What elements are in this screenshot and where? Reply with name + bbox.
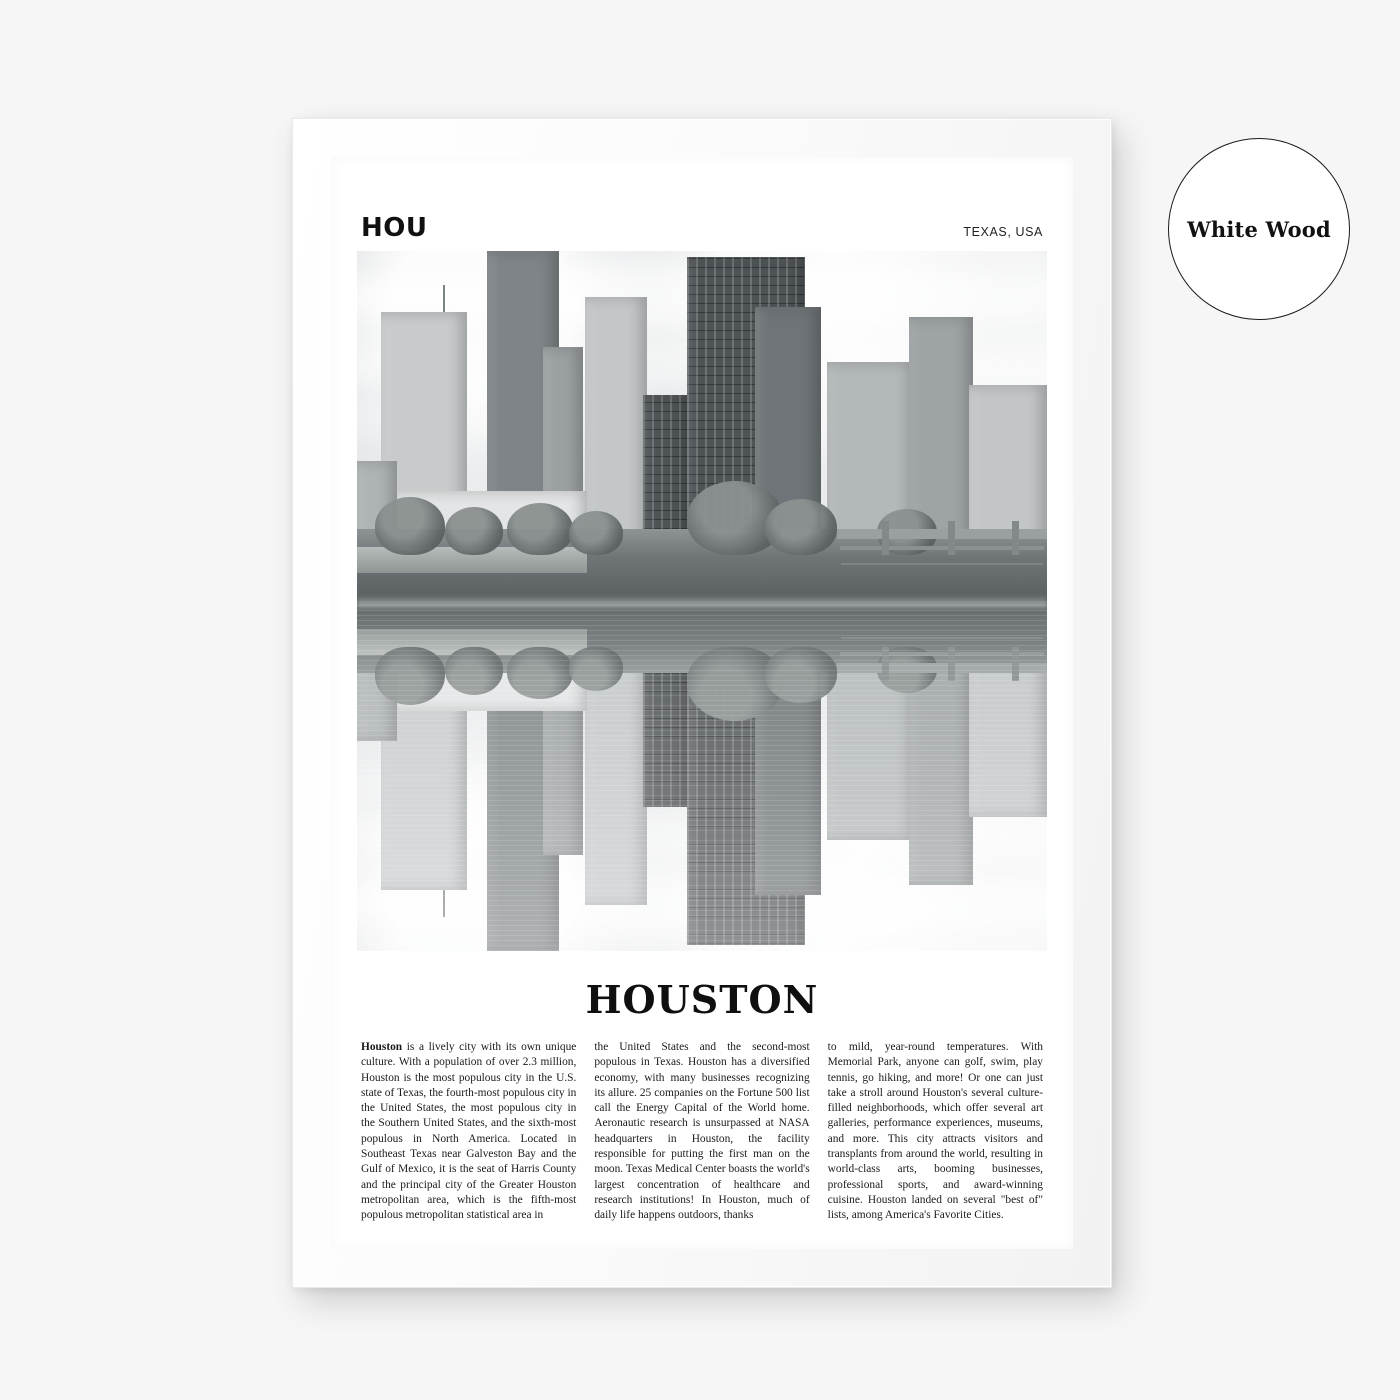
poster-photo <box>357 251 1047 951</box>
poster-header <box>357 215 1047 251</box>
poster <box>357 213 1047 1222</box>
bridge-pier-reflection <box>948 647 955 681</box>
picture-frame <box>292 118 1112 1288</box>
bridge-pier <box>882 521 889 555</box>
description-column-1 <box>361 1040 576 1223</box>
building <box>969 385 1047 547</box>
poster-region-label: TEXAS, USA <box>963 224 1043 239</box>
frame-mat <box>331 157 1073 1249</box>
tree <box>445 507 503 555</box>
building-reflection <box>969 655 1047 817</box>
poster-title: HOUSTON <box>585 977 819 1022</box>
frame-material-label: White Wood <box>1187 216 1331 242</box>
poster-description <box>357 1040 1047 1223</box>
tree <box>375 497 445 555</box>
tree-reflection <box>569 647 623 691</box>
tree-reflection <box>507 647 573 699</box>
bridge-pier <box>948 521 955 555</box>
photo-skyline-top <box>357 251 1047 601</box>
bridge-pier-reflection <box>882 647 889 681</box>
tree <box>507 503 573 555</box>
water-horizon-line <box>357 595 1047 607</box>
description-column-1-text: is a lively city with its own unique culture. With a population of over 2.3 million, Houston is the most populous city in the U.S. state of Texas, the fourth-most populous city in the United States, the most populous city in the Southern United States, and the sixth-most populous in North America. Located in Southeast Texas near Galveston Bay and the Gulf of Mexico, it is the seat of Harris County and the principal city of the Greater Houston metropolitan area, which is the fifth-most populous metropolitan statistical area in <box>361 1041 577 1222</box>
description-lead-word: Houston <box>361 1041 403 1053</box>
tree <box>569 511 623 555</box>
frame-material-badge <box>1168 138 1350 320</box>
building-reflection <box>643 655 689 807</box>
description-column-3: to mild, year-round temperatures. With Memorial Park, anyone can golf, swim, play tennis, go hiking, and more! Or one can just take a stroll around Houston's several culture-filled neighborhoods, which offer several art galleries, performance experiences, museums, and more. This city attracts visitors and transplants from around the world, resulting in world-class arts, booming businesses, professional sports, and award-winning cuisine. Houston landed on several "best of" lists, among America's Favorite Cities. <box>827 1041 1043 1222</box>
bridge-pier <box>1012 521 1019 555</box>
tree-reflection <box>375 647 445 705</box>
building-reflection <box>585 655 647 905</box>
building <box>643 395 689 547</box>
photo-reflection-bottom <box>357 601 1047 951</box>
building <box>585 297 647 547</box>
tree <box>765 499 837 555</box>
tree-reflection <box>445 647 503 695</box>
tree-reflection <box>765 647 837 703</box>
description-column-2: the United States and the second-most populous in Texas. Houston has a diversified economy, with many businesses recognizing its allure. 25 companies on the Fortune 500 list call the Energy Capital of the World home. Aeronautic research is unsurpassed at NASA headquarters in Houston, the facility responsible for putting the first man on the moon. Texas Medical Center boasts the world's largest concentration of healthcare and research institutions! In Houston, much of daily life happens outdoors, thanks <box>594 1041 810 1222</box>
poster-city-code: HOU <box>361 213 428 243</box>
bridge-pier-reflection <box>1012 647 1019 681</box>
